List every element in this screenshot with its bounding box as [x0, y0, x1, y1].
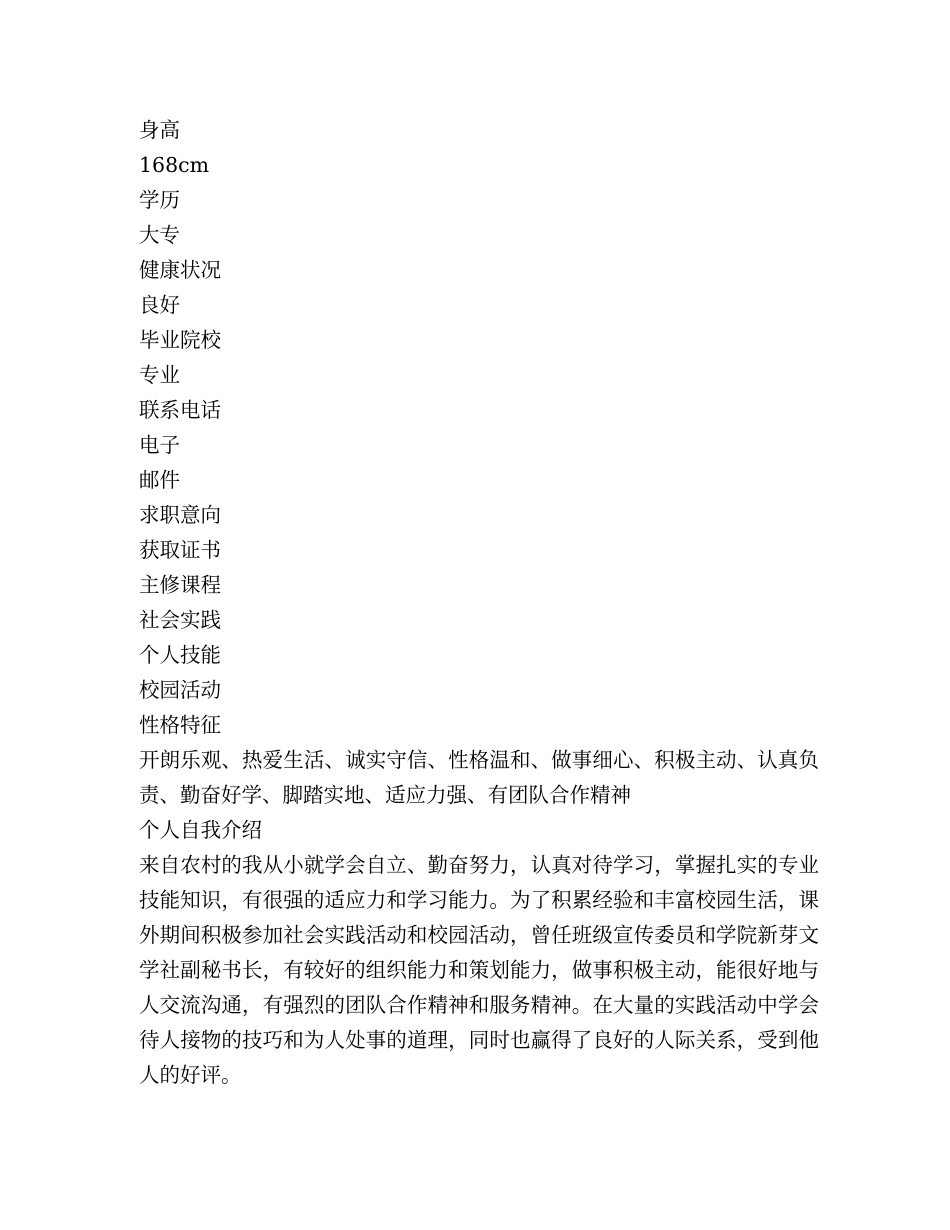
field-height-label: 身高 — [139, 118, 180, 142]
field-education-value: 大专 — [139, 223, 180, 247]
field-social-practice-label: 社会实践 — [139, 608, 221, 632]
field-major-label: 专业 — [139, 363, 180, 387]
field-health-value: 良好 — [139, 293, 180, 317]
field-email-label-part2: 邮件 — [139, 468, 180, 492]
resume-document — [139, 113, 819, 1093]
field-phone-label: 联系电话 — [139, 398, 221, 422]
field-personality-label: 性格特征 — [139, 713, 221, 737]
field-campus-activities-label: 校园活动 — [139, 678, 221, 702]
field-education-label: 学历 — [139, 188, 180, 212]
field-certificates-label: 获取证书 — [139, 538, 221, 562]
field-health-label: 健康状况 — [139, 258, 221, 282]
field-job-intention-label: 求职意向 — [139, 503, 221, 527]
intro-heading: 个人自我介绍 — [139, 818, 262, 842]
field-courses-label: 主修课程 — [139, 573, 221, 597]
field-email-label-part1: 电子 — [139, 433, 180, 457]
intro-text: 来自农村的我从小就学会自立、勤奋努力，认真对待学习，掌握扎实的专业技能知识，有很强的适应力和学习能力。为了积累经验和丰富校园生活，课外期间积极参加社会实践活动和校园活动，曾任班级宣传委员和学院新芽文学社副秘书长，有较好的组织能力和策划能力，做事积极主动，能很好地与人交流沟通，有强烈的团队合作精神和服务精神。在大量的实践活动中学会待人接物的技巧和为人处事的道理，同时也赢得了良好的人际关系，受到他人的好评。 — [139, 853, 819, 1087]
field-height-value: 168cm — [139, 153, 210, 177]
field-skills-label: 个人技能 — [139, 643, 221, 667]
field-school-label: 毕业院校 — [139, 328, 221, 352]
personality-text: 开朗乐观、热爱生活、诚实守信、性格温和、做事细心、积极主动、认真负责、勤奋好学、脚踏实地、适应力强、有团队合作精神 — [139, 748, 819, 807]
